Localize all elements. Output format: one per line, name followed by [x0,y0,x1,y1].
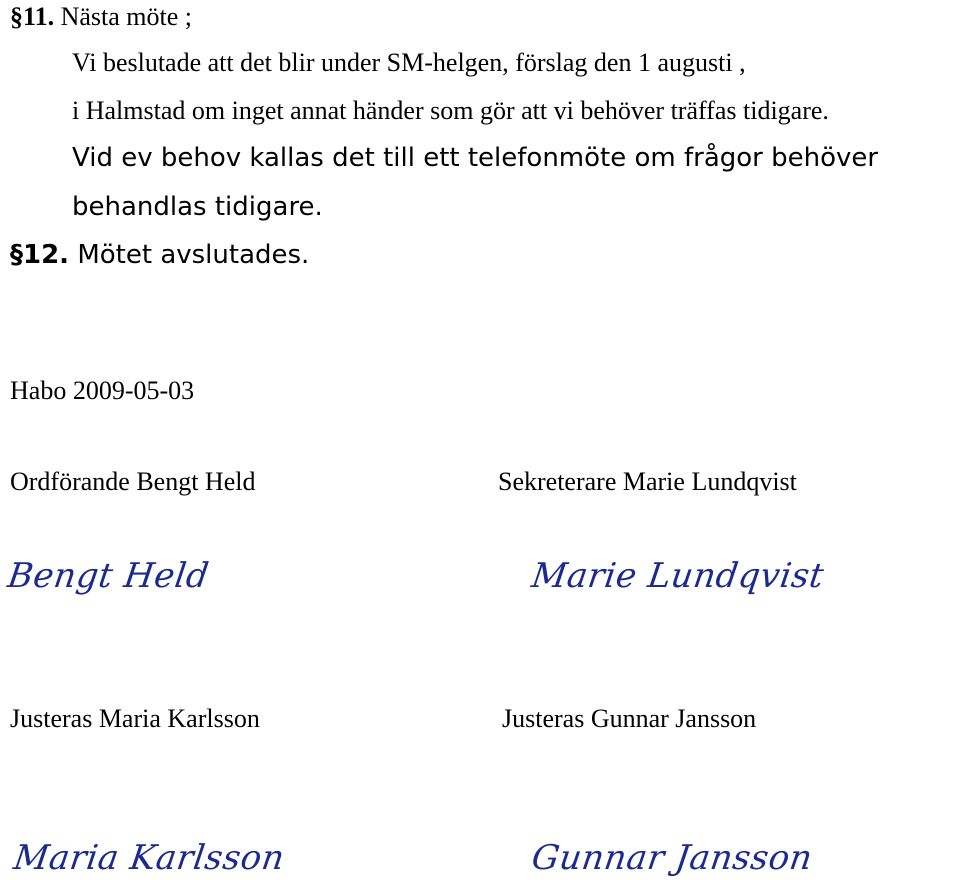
section-12 [10,238,309,272]
section-11-line-3: Vid ev behov kallas det till ett telefonmöte om frågor behöver [72,143,879,173]
secretary-signature: Marie Lundqvist [529,556,827,596]
section-11-heading [10,2,192,32]
chair-signature: Bengt Held [5,556,212,596]
place-date: Habo 2009-05-03 [10,376,195,405]
section-11-title: Nästa möte ; [60,2,192,31]
adjuster-1-name: Justeras Maria Karlsson [10,704,260,733]
chair-name: Ordförande Bengt Held [10,467,256,496]
secretary-name: Sekreterare Marie Lundqvist [498,467,797,496]
section-12-text: Mötet avslutades. [77,240,310,270]
section-11-line-4: behandlas tidigare. [72,192,323,222]
section-11-number: §11. [10,2,55,31]
adjuster-1-signature: Maria Karlsson [11,838,288,878]
section-11-line-1: Vi beslutade att det blir under SM-helgen, förslag den 1 augusti , [72,48,746,77]
adjuster-2-signature: Gunnar Jansson [529,838,816,878]
section-11-line-2: i Halmstad om inget annat händer som gör att vi behöver träffas tidigare. [72,96,829,125]
section-12-number: §12. [10,240,70,270]
adjuster-2-name: Justeras Gunnar Jansson [502,704,757,733]
